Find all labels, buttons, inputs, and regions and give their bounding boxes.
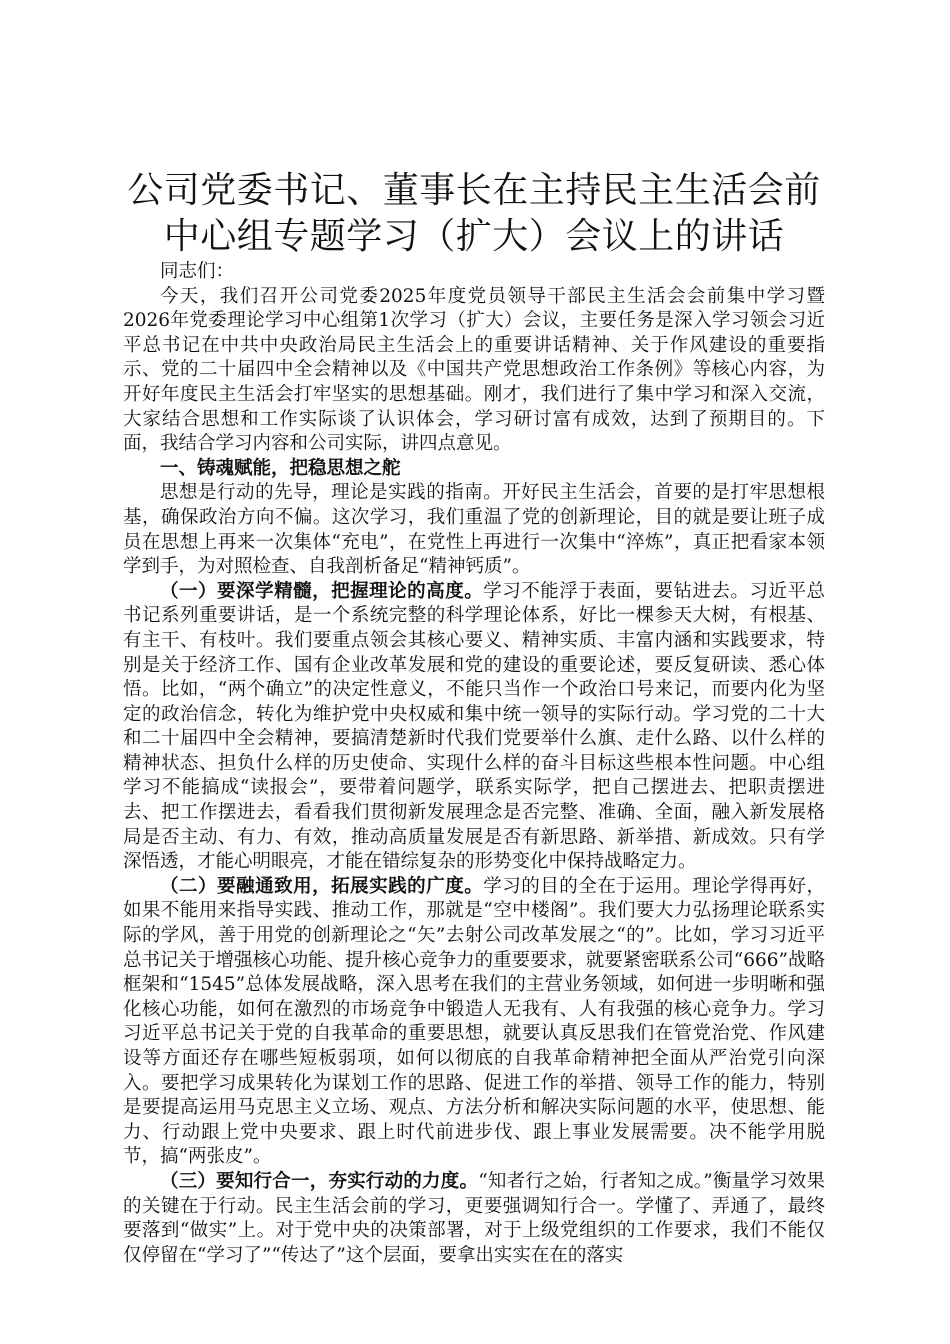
salutation: 同志们： [160,261,235,282]
subsection-3-paragraph [123,1170,825,1268]
subsection-1-paragraph [123,580,825,875]
subsection-2-heading: （二）要融通致用，拓展实践的广度。 [160,875,484,897]
section-1-paragraph: 思想是行动的先导，理论是实践的指南。开好民主生活会，首要的是打牢思想根基，确保政治方向不偏。这次学习，我们重温了党的创新理论，目的就是要让班子成员在思想上再来一次集体“充电”，在党性上再进行一次集中“淬炼”，真正把看家本领学到手，为对照检查、自我剖析备足“精神钙质”。 [123,482,825,578]
document-page [123,168,825,1268]
intro-paragraph: 今天，我们召开公司党委2025年度党员领导干部民主生活会会前集中学习暨2026年党委理论学习中心组第1次学习（扩大）会议，主要任务是深入学习领会习近平总书记在中共中央政治局民主生活会上的重要讲话精神、关于作风建设的重要指示、党的二十届四中全会精神以及《中国共产党思想政治工作条例》等核心内容，为开好年度民主生活会打牢坚实的思想基础。刚才，我们进行了集中学习和深入交流，大家结合思想和工作实际谈了认识体会，学习研讨富有成效，达到了预期目的。下面，我结合学习内容和公司实际，讲四点意见。 [123,285,825,455]
subsection-3-body: “知者行之始，行者知之成。”衡量学习效果的关键在于行动。民主生活会前的学习，更要强调知行合一。学懂了、弄通了，最终要落到“做实”上。对于党中央的决策部署，对于上级党组织的工作要求，我们不能仅仅停留在“学习了”“传达了”这个层面，要拿出实实在在的落实 [123,1170,825,1266]
subsection-1-body: 学习不能浮于表面，要钻进去。习近平总书记系列重要讲话，是一个系统完整的科学理论体系，好比一棵参天大树，有根基、有主干、有枝叶。我们要重点领会其核心要义、精神实质、丰富内涵和实践要求，特别是关于经济工作、国有企业改革发展和党的建设的重要论述，要反复研读、悉心体悟。比如，“两个确立”的决定性意义，不能只当作一个政治口号来记，而要内化为坚定的政治信念，转化为维护党中央权威和集中统一领导的实际行动。学习党的二十大和二十届四中全会精神，要搞清楚新时代我们党要举什么旗、走什么路、以什么样的精神状态、担负什么样的历史使命、实现什么样的奋斗目标这些根本性问题。中心组学习不能搞成“读报会”，要带着问题学，联系实际学，把自己摆进去、把职责摆进去、把工作摆进去，看看我们贯彻新发展理念是否完整、准确、全面，融入新发展格局是否主动、有力、有效，推动高质量发展是否有新思路、新举措、新成效。只有学深悟透，才能心明眼亮，才能在错综复杂的形势变化中保持战略定力。 [123,580,825,873]
subsection-2-paragraph [123,875,825,1170]
section-heading-1: 一、铸魂赋能，把稳思想之舵 [160,457,401,479]
document-title: 公司党委书记、董事长在主持民主生活会前中心组专题学习（扩大）会议上的讲话 [127,170,821,257]
subsection-2-body: 学习的目的全在于运用。理论学得再好，如果不能用来指导实践、推动工作，那就是“空中楼阁”。我们要大力弘扬理论联系实际的学风，善于用党的创新理论之“矢”去射公司改革发展之“的”。比如，学习习近平总书记关于增强核心功能、提升核心竞争力的重要要求，就要紧密联系公司“666”战略框架和“1545”总体发展战略，深入思考在我们的主营业务领域，如何进一步明晰和强化核心功能，如何在激烈的市场竞争中锻造人无我有、人有我强的核心竞争力。学习习近平总书记关于党的自我革命的重要思想，就要认真反思我们在管党治党、作风建设等方面还存在哪些短板弱项，如何以彻底的自我革命精神把全面从严治党引向深入。要把学习成果转化为谋划工作的思路、促进工作的举措、领导工作的能力，特别是要提高运用马克思主义立场、观点、方法分析和解决实际问题的水平，使思想、能力、行动跟上党中央要求、跟上时代前进步伐、跟上事业发展需要。决不能学用脱节，搞“两张皮”。 [123,875,825,1168]
subsection-3-heading: （三）要知行合一，夯实行动的力度。 [160,1170,479,1192]
subsection-1-heading: （一）要深学精髓，把握理论的高度。 [160,580,484,602]
